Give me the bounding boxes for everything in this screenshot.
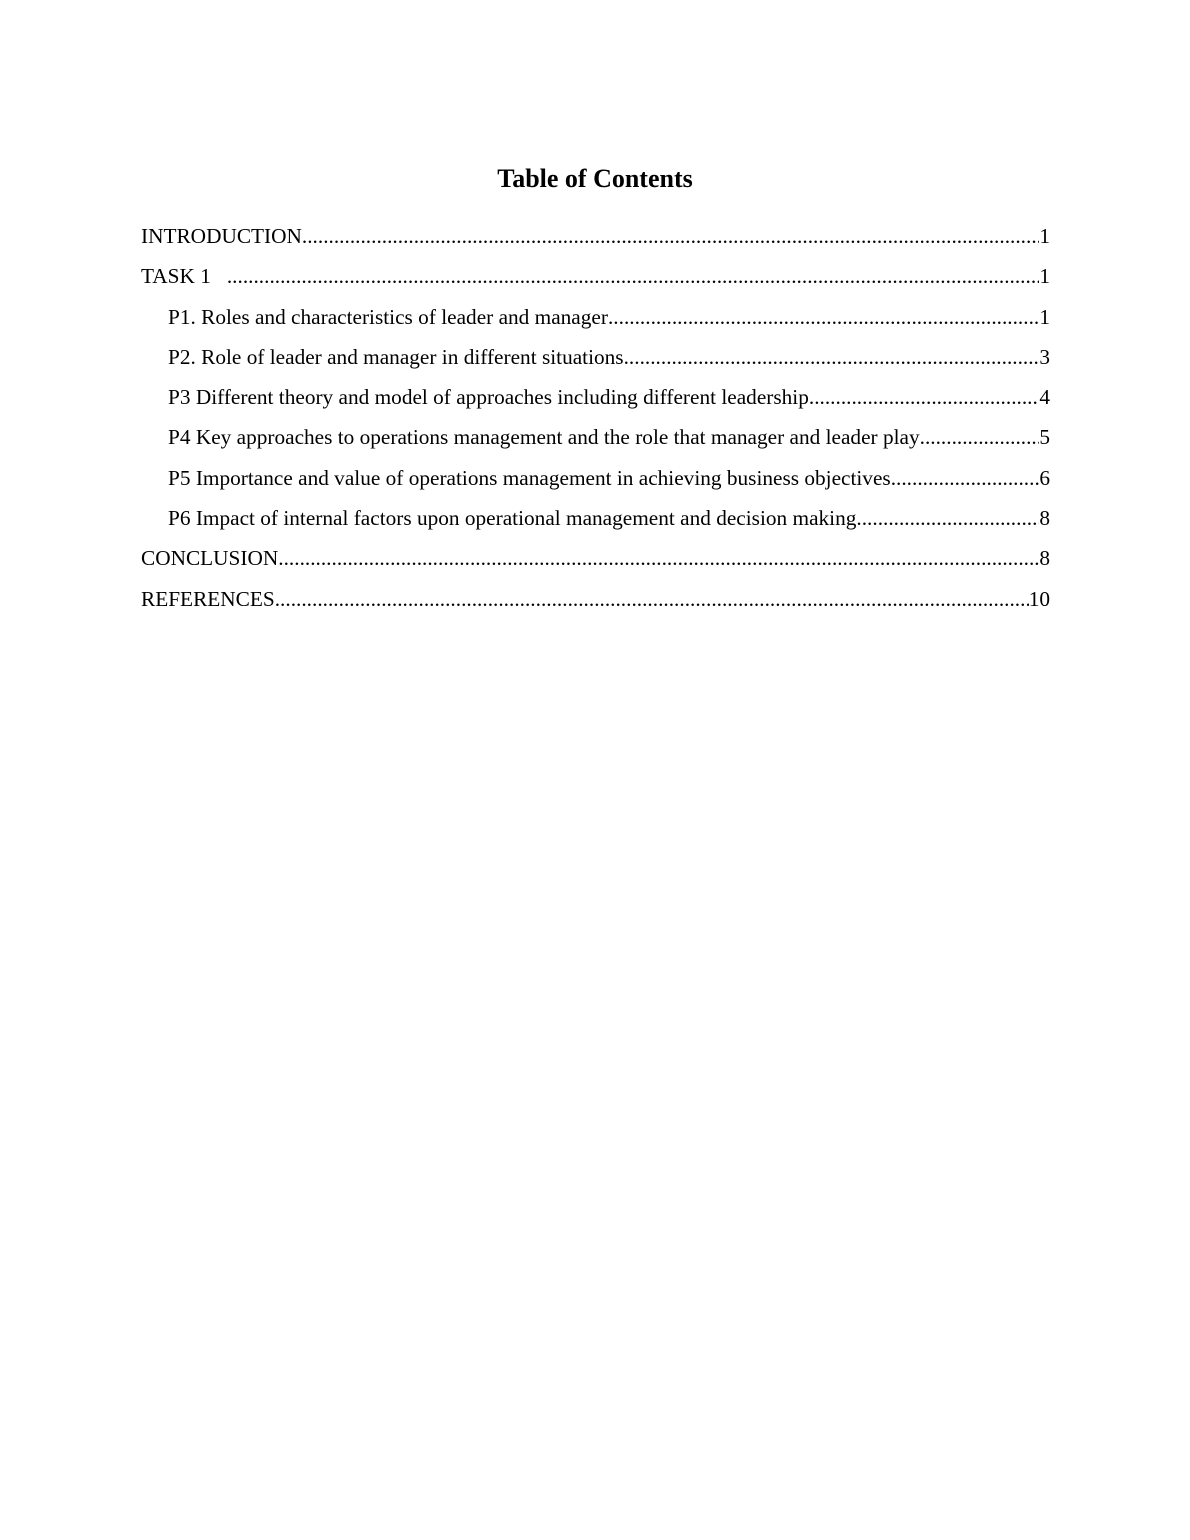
toc-entry-introduction[interactable] bbox=[141, 221, 1050, 261]
toc-dot-leader bbox=[275, 584, 1029, 614]
toc-dot-leader bbox=[227, 261, 1039, 291]
toc-entry-label: P5 Importance and value of operations management in achieving business objectives bbox=[168, 465, 891, 490]
toc-entry-page: 4 bbox=[1039, 385, 1050, 410]
toc-entry-page: 1 bbox=[1039, 304, 1050, 329]
toc-entry-p6[interactable] bbox=[141, 503, 1050, 543]
toc-entry-label: P1. Roles and characteristics of leader and manager bbox=[168, 304, 608, 329]
toc-entry-page: 8 bbox=[1039, 546, 1050, 571]
toc-dot-leader bbox=[856, 503, 1039, 533]
toc-dot-leader bbox=[624, 342, 1040, 372]
toc-entry-label: P3 Different theory and model of approaches including different leadership bbox=[168, 385, 809, 410]
toc-dot-leader bbox=[278, 543, 1039, 573]
toc-dot-leader bbox=[891, 463, 1040, 493]
toc-entry-label: REFERENCES bbox=[141, 586, 275, 611]
toc-entry-page: 5 bbox=[1039, 425, 1050, 450]
toc-dot-leader bbox=[302, 221, 1039, 251]
toc-dot-leader bbox=[608, 302, 1039, 332]
toc-entry-label: INTRODUCTION bbox=[141, 224, 302, 248]
toc-title: Table of Contents bbox=[497, 164, 693, 193]
toc-entry-p1[interactable] bbox=[141, 302, 1050, 342]
toc-entry-page: 6 bbox=[1039, 465, 1050, 490]
toc-entry-page: 3 bbox=[1039, 344, 1050, 369]
toc-entry-conclusion[interactable] bbox=[141, 543, 1050, 583]
toc-entry-p5[interactable] bbox=[141, 463, 1050, 503]
toc-entry-task-1[interactable] bbox=[141, 261, 1050, 301]
toc-entry-page: 8 bbox=[1039, 506, 1050, 531]
toc-entry-page: 1 bbox=[1039, 264, 1050, 289]
toc-dot-leader bbox=[920, 422, 1040, 452]
toc-entry-label: TASK 1 bbox=[141, 264, 227, 289]
toc-entry-label: P6 Impact of internal factors upon operational management and decision making bbox=[168, 506, 857, 531]
toc-entry-label: P4 Key approaches to operations management and the role that manager and leader play bbox=[168, 425, 920, 450]
toc-entry-references[interactable] bbox=[141, 584, 1050, 624]
toc-entry-page: 1 bbox=[1039, 224, 1050, 248]
table-of-contents bbox=[141, 221, 1050, 624]
toc-entry-page: 10 bbox=[1028, 586, 1050, 611]
toc-entry-p2[interactable] bbox=[141, 342, 1050, 382]
toc-entry-p3[interactable] bbox=[141, 382, 1050, 422]
toc-entry-label: P2. Role of leader and manager in different situations bbox=[168, 344, 624, 369]
toc-entry-label: CONCLUSION bbox=[141, 546, 279, 571]
toc-dot-leader bbox=[809, 382, 1039, 412]
toc-entry-p4[interactable] bbox=[141, 422, 1050, 462]
